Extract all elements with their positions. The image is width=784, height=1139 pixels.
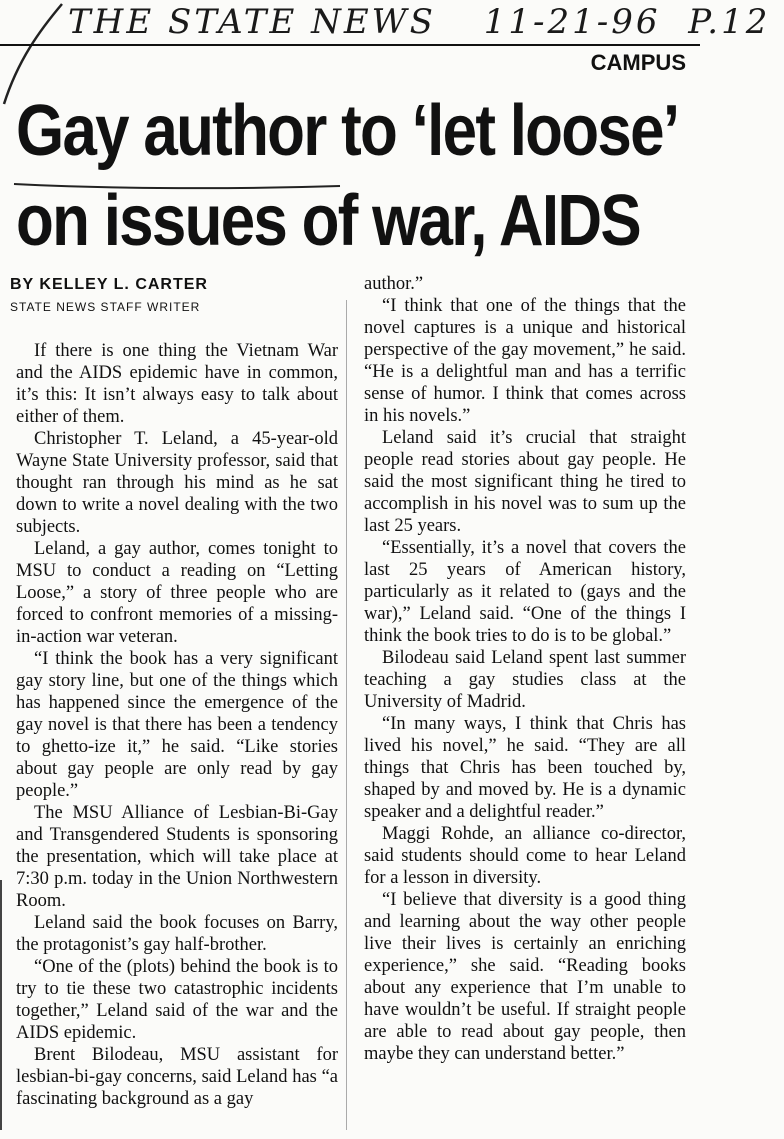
handwritten-page: P.12 (688, 2, 771, 42)
top-rule (0, 44, 700, 46)
handwritten-date: 11-21-96 (483, 2, 661, 42)
pen-underline-mark (12, 178, 342, 192)
column-divider (346, 300, 347, 1130)
byline-role: STATE NEWS STAFF WRITER (10, 300, 201, 314)
paragraph: “In many ways, I think that Chris has lived his novel,” he said. “They are all things that Chris has been touched by, shaped by and moved by. He is a dynamic speaker and a delightful reader.” (364, 714, 686, 822)
paragraph: “I believe that diversity is a good thing and learning about the way other people live their lives is certainly an enriching experience,” she said. “Reading books about any experience that I’m unable to have wouldn’t be useful. If straight people are able to read about gay people, then maybe they can understand better.” (364, 890, 686, 1064)
paragraph: Leland, a gay author, comes tonight to MSU to conduct a reading on “Letting Loose,” a story of three people who are forced to confront memories of a missing-in-action war veteran. (16, 539, 338, 647)
paragraph: Brent Bilodeau, MSU assistant for lesbian-bi-gay concerns, said Leland has “a fascinating background as a gay (16, 1045, 338, 1109)
article-column-2 (364, 273, 686, 1065)
headline-line-2: on issues of war, AIDS (16, 181, 640, 261)
article-column-1 (16, 340, 338, 1110)
paragraph: Christopher T. Leland, a 45-year-old Wayne State University professor, said that thought ran through his mind as he sat down to write a novel dealing with the two subjects. (16, 429, 338, 537)
paragraph: “One of the (plots) behind the book is to try to tie these two catastrophic incidents together,” Leland said of the war and the AIDS epidemic. (16, 957, 338, 1043)
margin-mark (0, 880, 2, 1130)
handwritten-annotation (20, 2, 771, 44)
headline (16, 86, 687, 266)
paragraph-continued: author.” (364, 274, 424, 294)
paragraph: If there is one thing the Vietnam War and the AIDS epidemic have in common, it’s this: It isn’t always easy to talk about either of them. (16, 341, 338, 427)
paragraph: The MSU Alliance of Lesbian-Bi-Gay and Transgendered Students is sponsoring the presentation, which will take place at 7:30 p.m. today in the Union Northwestern Room. (16, 803, 338, 911)
section-label: CAMPUS (590, 50, 686, 75)
paragraph: Leland said the book focuses on Barry, the protagonist’s gay half-brother. (16, 913, 338, 955)
paragraph: “I think the book has a very significant gay story line, but one of the things which has happened since the emergence of the gay novel is that there has been a tendency to ghetto-ize it,” he said. “Like stories about gay people are only read by gay people.” (16, 649, 338, 801)
paragraph: Leland said it’s crucial that straight people read stories about gay people. He said the most significant thing he tired to accomplish in his novel was to sum up the last 25 years. (364, 428, 686, 536)
paragraph: “Essentially, it’s a novel that covers the last 25 years of American history, particularly as it related to (gays and the war),” Leland said. “One of the things I think the book tries to do is to be global.” (364, 538, 686, 646)
paragraph: “I think that one of the things that the novel captures is a unique and historical perspective of the gay movement,” he said. “He is a delightful man and has a terrific sense of humor. I think that comes across in his novels.” (364, 296, 686, 426)
headline-line-1: Gay author to ‘let loose’ (16, 91, 679, 171)
handwritten-publication: THE STATE NEWS (68, 2, 436, 42)
paragraph: Bilodeau said Leland spent last summer teaching a gay studies class at the University of Madrid. (364, 648, 686, 712)
paragraph: Maggi Rohde, an alliance co-director, said students should come to hear Leland for a lesson in diversity. (364, 824, 686, 888)
byline: BY KELLEY L. CARTER (10, 276, 208, 293)
